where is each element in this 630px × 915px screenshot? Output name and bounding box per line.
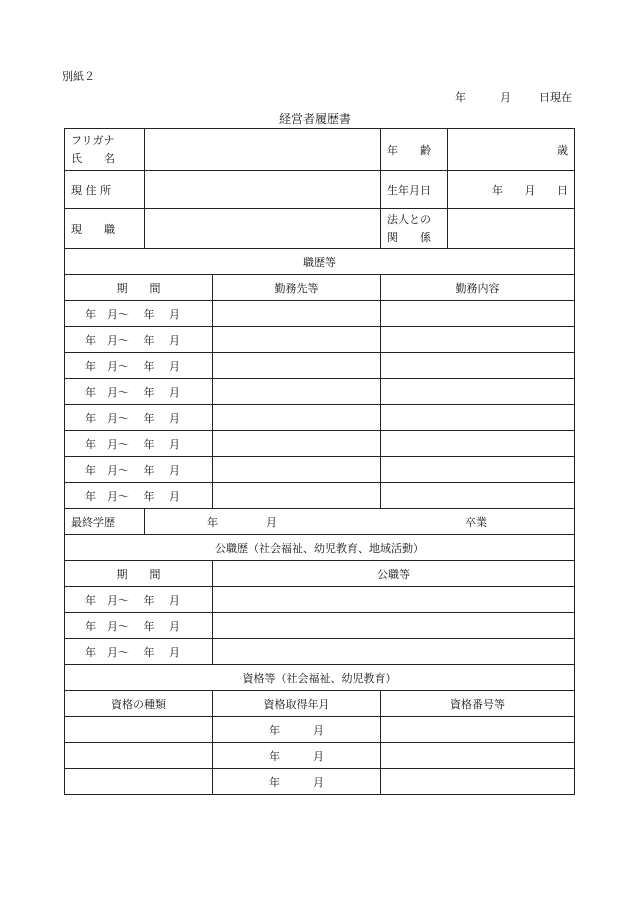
age-unit: 歳 <box>557 143 568 157</box>
name-row <box>65 129 575 171</box>
qual-number-field[interactable] <box>381 743 575 769</box>
education-graduation: 卒業 <box>465 515 487 529</box>
qual-type-field[interactable] <box>65 769 213 795</box>
relation-label-line2: 関 係 <box>387 230 431 244</box>
relation-field[interactable] <box>448 209 575 249</box>
public-career-position-field[interactable] <box>213 587 575 613</box>
career-period[interactable]: 年 月～ 年 月 <box>65 327 213 353</box>
public-career-period[interactable]: 年 月～ 年 月 <box>65 613 213 639</box>
career-rows <box>65 301 575 509</box>
qualifications-header-row <box>65 691 575 717</box>
public-career-position-field[interactable] <box>213 639 575 665</box>
birth-year: 年 <box>492 183 503 197</box>
career-col-duties: 勤務内容 <box>381 275 575 301</box>
furigana-label: フリガナ <box>71 133 115 147</box>
career-employer-field[interactable] <box>213 431 381 457</box>
public-career-position-field[interactable] <box>213 613 575 639</box>
education-row <box>65 509 575 535</box>
public-career-col-position: 公職等 <box>213 561 575 587</box>
birthdate-label: 生年月日 <box>381 171 448 209</box>
career-row <box>65 431 575 457</box>
career-duties-field[interactable] <box>381 301 575 327</box>
career-period[interactable]: 年 月～ 年 月 <box>65 301 213 327</box>
career-header-row <box>65 275 575 301</box>
qualification-row <box>65 743 575 769</box>
birth-day: 日 <box>557 183 568 197</box>
address-field[interactable] <box>145 171 381 209</box>
career-section-title: 職歴等 <box>65 249 575 275</box>
relation-label-cell <box>381 209 448 249</box>
qualifications-section-row <box>65 665 575 691</box>
public-career-row <box>65 587 575 613</box>
resume-form <box>64 128 575 795</box>
public-career-section-row <box>65 535 575 561</box>
education-label: 最終学歴 <box>65 509 145 535</box>
career-row <box>65 327 575 353</box>
document-title: 経営者履歴書 <box>278 112 351 126</box>
career-row <box>65 379 575 405</box>
qualification-row <box>65 717 575 743</box>
birth-month: 月 <box>524 183 536 197</box>
career-period[interactable]: 年 月～ 年 月 <box>65 431 213 457</box>
occupation-label: 現 職 <box>65 209 145 249</box>
public-career-period[interactable]: 年 月～ 年 月 <box>65 639 213 665</box>
address-label: 現 住 所 <box>65 171 145 209</box>
career-employer-field[interactable] <box>213 379 381 405</box>
career-col-employer: 勤務先等 <box>213 275 381 301</box>
qual-date-field[interactable]: 年 月 <box>213 769 381 795</box>
date-month: 月 <box>500 91 511 104</box>
career-duties-field[interactable] <box>381 483 575 509</box>
career-period[interactable]: 年 月～ 年 月 <box>65 353 213 379</box>
career-duties-field[interactable] <box>381 327 575 353</box>
career-period[interactable]: 年 月～ 年 月 <box>65 405 213 431</box>
occupation-field[interactable] <box>145 209 381 249</box>
career-period[interactable]: 年 月～ 年 月 <box>65 457 213 483</box>
career-period[interactable]: 年 月～ 年 月 <box>65 379 213 405</box>
qual-col-type: 資格の種類 <box>65 691 213 717</box>
career-row <box>65 483 575 509</box>
career-duties-field[interactable] <box>381 353 575 379</box>
education-field[interactable] <box>145 509 575 535</box>
public-career-col-period: 期 間 <box>65 561 213 587</box>
name-field[interactable] <box>145 129 381 171</box>
education-month: 月 <box>266 515 277 529</box>
qual-date-field[interactable]: 年 月 <box>213 717 381 743</box>
public-career-section-title: 公職歴（社会福祉、幼児教育、地域活動） <box>65 535 575 561</box>
qualification-row <box>65 769 575 795</box>
age-label: 年 齢 <box>381 129 448 171</box>
qual-date-field[interactable]: 年 月 <box>213 743 381 769</box>
public-career-header-row <box>65 561 575 587</box>
career-duties-field[interactable] <box>381 379 575 405</box>
career-row <box>65 457 575 483</box>
qual-type-field[interactable] <box>65 717 213 743</box>
qual-number-field[interactable] <box>381 717 575 743</box>
public-career-period[interactable]: 年 月～ 年 月 <box>65 587 213 613</box>
career-employer-field[interactable] <box>213 353 381 379</box>
career-row <box>65 301 575 327</box>
qualification-rows <box>65 717 575 795</box>
birthdate-field[interactable] <box>448 171 575 209</box>
date-year: 年 <box>455 91 466 104</box>
career-duties-field[interactable] <box>381 431 575 457</box>
career-row <box>65 353 575 379</box>
education-year: 年 <box>207 515 218 529</box>
qual-col-number: 資格番号等 <box>381 691 575 717</box>
career-period[interactable]: 年 月～ 年 月 <box>65 483 213 509</box>
career-employer-field[interactable] <box>213 301 381 327</box>
career-employer-field[interactable] <box>213 483 381 509</box>
public-career-row <box>65 639 575 665</box>
as-of-date <box>455 89 572 105</box>
career-duties-field[interactable] <box>381 457 575 483</box>
address-row <box>65 171 575 209</box>
qualifications-section-title: 資格等（社会福祉、幼児教育） <box>65 665 575 691</box>
attachment-label: 別紙２ <box>62 70 95 83</box>
relation-label-line1: 法人との <box>387 212 431 226</box>
career-row <box>65 405 575 431</box>
occupation-row <box>65 209 575 249</box>
date-day-suffix: 日現在 <box>539 91 572 104</box>
career-col-period: 期 間 <box>65 275 213 301</box>
name-label-cell <box>65 129 145 171</box>
qual-col-date: 資格取得年月 <box>213 691 381 717</box>
qual-type-field[interactable] <box>65 743 213 769</box>
career-employer-field[interactable] <box>213 405 381 431</box>
career-employer-field[interactable] <box>213 457 381 483</box>
public-career-rows <box>65 587 575 665</box>
qual-number-field[interactable] <box>381 769 575 795</box>
age-field[interactable] <box>448 129 575 171</box>
career-employer-field[interactable] <box>213 327 381 353</box>
career-duties-field[interactable] <box>381 405 575 431</box>
name-label: 氏 名 <box>71 151 115 165</box>
career-section-row <box>65 249 575 275</box>
public-career-row <box>65 613 575 639</box>
